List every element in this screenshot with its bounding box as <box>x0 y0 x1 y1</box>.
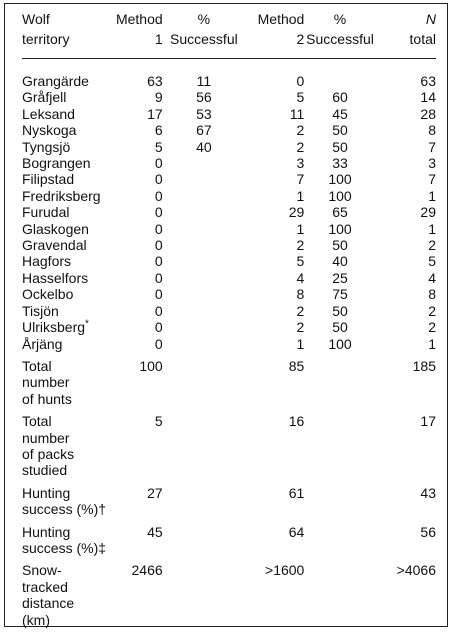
territory-name: Leksand <box>22 105 75 122</box>
method-2-success: 60 <box>332 89 348 106</box>
territory-name: Glaskogen <box>22 220 89 237</box>
summary-method-2: >1600 <box>265 562 305 579</box>
method-1-count: 6 <box>154 122 163 139</box>
summary-row <box>22 407 436 479</box>
summary-method-1: 2466 <box>131 562 163 579</box>
summary-method-2: 85 <box>288 357 305 374</box>
summary-method-2: 61 <box>288 484 305 501</box>
table-row <box>22 73 436 89</box>
method-1-success <box>163 319 245 335</box>
method-1-count: 0 <box>154 237 163 254</box>
method-1-success <box>163 155 245 171</box>
summary-method-1: 45 <box>147 523 163 540</box>
territory-name: Tyngsjö <box>22 138 71 155</box>
method-1-success <box>163 270 245 286</box>
territory-name: Hagfors <box>22 253 72 270</box>
method-2-count: 2 <box>296 319 305 336</box>
method-2-success: 50 <box>332 319 348 336</box>
method-2-count: 7 <box>296 171 305 188</box>
summary-method-2: 64 <box>288 523 305 540</box>
territory-name: Furudal <box>22 204 70 221</box>
method-2-count: 4 <box>296 269 305 286</box>
method-1-count: 17 <box>147 105 163 122</box>
method-1-success <box>163 237 245 253</box>
summary-total: 43 <box>420 484 436 501</box>
territory-name: Gravendal <box>22 237 87 254</box>
territory-name: Hasselfors <box>22 269 89 286</box>
method-2-success: 45 <box>332 105 348 122</box>
table-row <box>22 253 436 269</box>
summary-empty-1 <box>163 518 245 557</box>
method-2-success: 25 <box>332 269 348 286</box>
method-2-success: 50 <box>332 237 348 254</box>
method-1-count: 9 <box>154 89 163 106</box>
method-1-success <box>163 303 245 319</box>
method-1-success: 56 <box>196 89 212 106</box>
total-count: 3 <box>428 155 436 172</box>
territory-name: Gråfjell <box>22 89 67 106</box>
table-header <box>22 10 436 49</box>
method-1-count: 5 <box>154 138 163 155</box>
summary-row <box>22 556 436 628</box>
summary-rows <box>22 352 436 628</box>
total-count: 1 <box>428 187 436 204</box>
method-1-success <box>163 221 245 237</box>
summary-empty-1 <box>163 556 245 628</box>
total-count: 2 <box>428 237 436 254</box>
table-row <box>22 89 436 105</box>
table-row <box>22 188 436 204</box>
summary-row <box>22 352 436 407</box>
method-1-count: 0 <box>154 319 163 336</box>
territory-name: Nyskoga <box>22 122 77 139</box>
header-successful-1: % Successful <box>170 11 238 47</box>
method-2-success: 33 <box>332 155 348 172</box>
table-row <box>22 237 436 253</box>
method-1-count: 0 <box>154 253 163 270</box>
method-2-count: 11 <box>289 105 305 122</box>
method-1-count: 0 <box>154 204 163 221</box>
header-method-2: Method 2 <box>257 11 305 47</box>
table-row <box>22 204 436 220</box>
method-2-count: 5 <box>296 253 305 270</box>
method-2-count: 8 <box>296 286 305 303</box>
summary-total: 56 <box>420 523 436 540</box>
total-count: 7 <box>428 171 436 188</box>
summary-row <box>22 518 436 557</box>
table-row <box>22 319 436 335</box>
table-row <box>22 336 436 352</box>
method-2-success: 65 <box>332 204 348 221</box>
territory-name: Filipstad <box>22 171 75 188</box>
summary-label: Hunting success (%)† <box>22 484 107 518</box>
summary-label: Total number of packs studied <box>22 413 75 479</box>
total-count: 63 <box>420 73 436 89</box>
summary-empty-2 <box>304 407 375 479</box>
territory-name: Bograngen <box>22 155 91 172</box>
territory-name: Ulriksberg* <box>22 318 89 336</box>
table-row <box>22 155 436 171</box>
summary-total: 17 <box>420 413 436 430</box>
method-2-success: 100 <box>328 335 352 352</box>
method-2-count: 3 <box>296 155 305 172</box>
method-2-success <box>304 73 375 89</box>
summary-method-2: 16 <box>288 413 305 430</box>
table-row <box>22 106 436 122</box>
header-method-1: Method 1 <box>115 11 163 47</box>
table-row <box>22 122 436 138</box>
summary-label: Total number of hunts <box>22 357 72 407</box>
method-1-count: 0 <box>154 187 163 204</box>
method-2-success: 100 <box>328 220 352 237</box>
summary-method-1: 27 <box>147 484 163 501</box>
territory-name: Grangärde <box>22 73 89 89</box>
summary-empty-1 <box>163 407 245 479</box>
table-row <box>22 270 436 286</box>
header-wolf-territory: Wolf territory <box>22 11 70 47</box>
summary-empty-1 <box>163 352 245 407</box>
header-successful-2: % Successful <box>306 11 374 47</box>
table-row <box>22 303 436 319</box>
method-2-count: 2 <box>296 302 305 319</box>
summary-row <box>22 479 436 518</box>
method-1-success <box>163 171 245 187</box>
method-1-success <box>163 188 245 204</box>
territory-name: Ockelbo <box>22 286 74 303</box>
method-2-count: 29 <box>288 204 305 221</box>
table-row <box>22 286 436 302</box>
method-2-success: 100 <box>328 187 352 204</box>
total-count: 5 <box>428 253 436 270</box>
summary-total: 185 <box>412 357 436 374</box>
method-2-success: 50 <box>332 302 348 319</box>
method-2-count: 1 <box>296 187 305 204</box>
total-count: 2 <box>428 302 436 319</box>
method-1-success: 67 <box>196 122 212 139</box>
total-count: 1 <box>428 335 436 352</box>
method-2-success: 75 <box>332 286 348 303</box>
summary-empty-2 <box>304 556 375 628</box>
total-count: 28 <box>420 105 436 122</box>
footnote-mark: * <box>85 318 89 330</box>
method-1-success <box>163 204 245 220</box>
summary-method-1: 5 <box>154 413 163 430</box>
table-row <box>22 171 436 187</box>
method-2-count: 2 <box>296 138 305 155</box>
method-2-count: 2 <box>296 122 305 139</box>
summary-empty-1 <box>163 479 245 518</box>
method-2-success: 100 <box>328 171 352 188</box>
total-count: 29 <box>420 204 436 221</box>
method-2-count: 0 <box>296 73 305 89</box>
method-1-success <box>163 253 245 269</box>
summary-empty-2 <box>304 479 375 518</box>
method-1-count: 0 <box>154 155 163 172</box>
method-2-success: 40 <box>332 253 348 270</box>
total-count: 4 <box>428 269 436 286</box>
method-2-count: 2 <box>296 237 305 254</box>
method-1-count: 0 <box>154 269 163 286</box>
total-count: 1 <box>428 220 436 237</box>
method-2-count: 5 <box>296 89 305 106</box>
total-count: 2 <box>428 319 436 336</box>
summary-empty-2 <box>304 352 375 407</box>
header-rule <box>22 49 436 73</box>
territory-name: Fredriksberg <box>22 187 101 204</box>
method-2-success: 50 <box>332 138 348 155</box>
total-count: 7 <box>428 138 436 155</box>
territory-name: Tisjön <box>22 302 59 319</box>
table-row <box>22 139 436 155</box>
summary-label: Snow- tracked distance (km) <box>22 562 75 628</box>
territory-rows <box>22 49 436 352</box>
territory-name: Årjäng <box>22 335 63 352</box>
method-1-count: 0 <box>154 302 163 319</box>
method-1-success <box>163 286 245 302</box>
total-count: 8 <box>428 286 436 303</box>
method-1-success: 53 <box>196 105 212 122</box>
summary-method-1: 100 <box>139 357 163 374</box>
total-count: 14 <box>420 89 436 106</box>
method-1-success: 11 <box>196 73 212 89</box>
method-2-count: 1 <box>296 335 305 352</box>
table-row <box>22 221 436 237</box>
method-1-count: 0 <box>154 171 163 188</box>
total-count: 8 <box>428 122 436 139</box>
method-2-success: 50 <box>332 122 348 139</box>
summary-total: >4066 <box>396 562 436 579</box>
header-n-total: N total <box>409 11 436 47</box>
summary-empty-2 <box>304 518 375 557</box>
method-1-count: 0 <box>154 335 163 352</box>
wolf-hunting-table <box>22 10 436 628</box>
method-1-count: 0 <box>154 286 163 303</box>
method-1-count: 0 <box>154 220 163 237</box>
method-1-success: 40 <box>196 138 212 155</box>
method-1-count: 63 <box>147 73 163 89</box>
method-2-count: 1 <box>296 220 305 237</box>
summary-label: Hunting success (%)‡ <box>22 523 107 556</box>
method-1-success <box>163 336 245 352</box>
